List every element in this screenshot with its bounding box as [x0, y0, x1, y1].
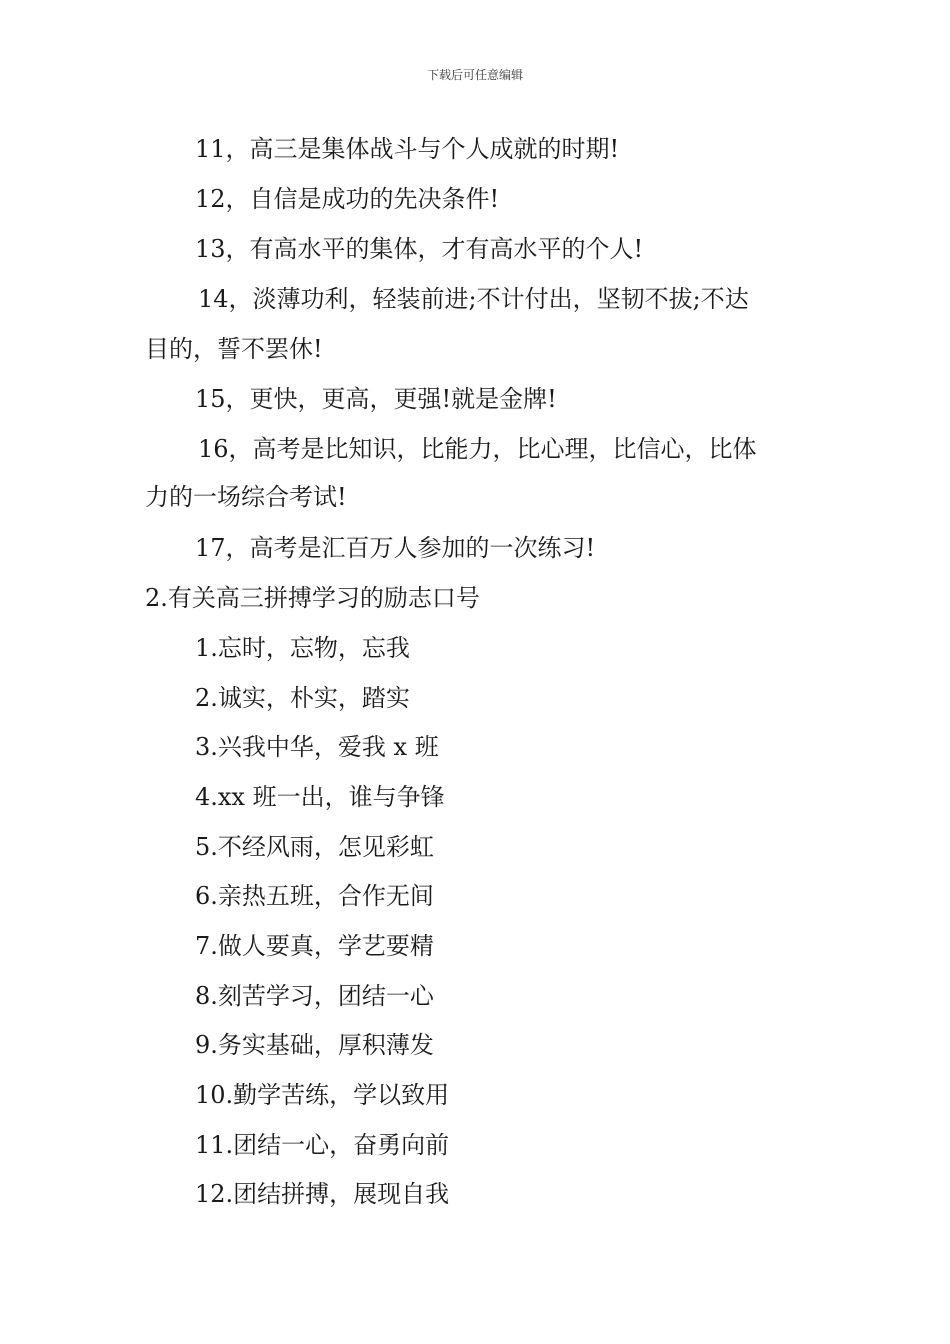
- slogan-16-line1: 16，高考是比知识，比能力，比心理，比信心，比体: [198, 435, 757, 463]
- slogan-14-line2: 目的，誓不罢休!: [145, 335, 323, 363]
- list-item: 9.务实基础，厚积薄发: [195, 1031, 434, 1059]
- list-item: 12.团结拼搏，展现自我: [195, 1180, 450, 1208]
- list-item: 7.做人要真，学艺要精: [195, 932, 434, 960]
- list-item: 5.不经风雨，怎见彩虹: [195, 833, 434, 861]
- slogan-14-line1: 14，淡薄功利，轻装前进;不计付出，坚韧不拔;不达: [198, 285, 749, 313]
- list-item: 10.勤学苦练，学以致用: [195, 1081, 450, 1109]
- list-item: 2.诚实，朴实，踏实: [195, 684, 410, 712]
- slogan-15: 15，更快，更高，更强!就是金牌!: [195, 385, 557, 413]
- slogan-16-line2: 力的一场综合考试!: [145, 483, 347, 511]
- list-item: 1.忘时，忘物，忘我: [195, 634, 410, 662]
- list-item: 6.亲热五班，合作无间: [195, 882, 434, 910]
- section-heading: 2.有关高三拼搏学习的励志口号: [145, 584, 480, 612]
- page-header: 下载后可任意编辑: [426, 68, 523, 82]
- list-item: 11.团结一心，奋勇向前: [195, 1131, 450, 1159]
- list-item: 3.兴我中华，爱我 x 班: [195, 733, 439, 761]
- slogan-13: 13，有高水平的集体，才有高水平的个人!: [195, 235, 644, 263]
- slogan-12: 12，自信是成功的先决条件!: [195, 185, 500, 213]
- slogan-11: 11，高三是集体战斗与个人成就的时期!: [195, 135, 620, 163]
- list-item: 8.刻苦学习，团结一心: [195, 982, 434, 1010]
- list-item: 4.xx 班一出，谁与争锋: [195, 783, 445, 811]
- slogan-17: 17，高考是汇百万人参加的一次练习!: [195, 534, 596, 562]
